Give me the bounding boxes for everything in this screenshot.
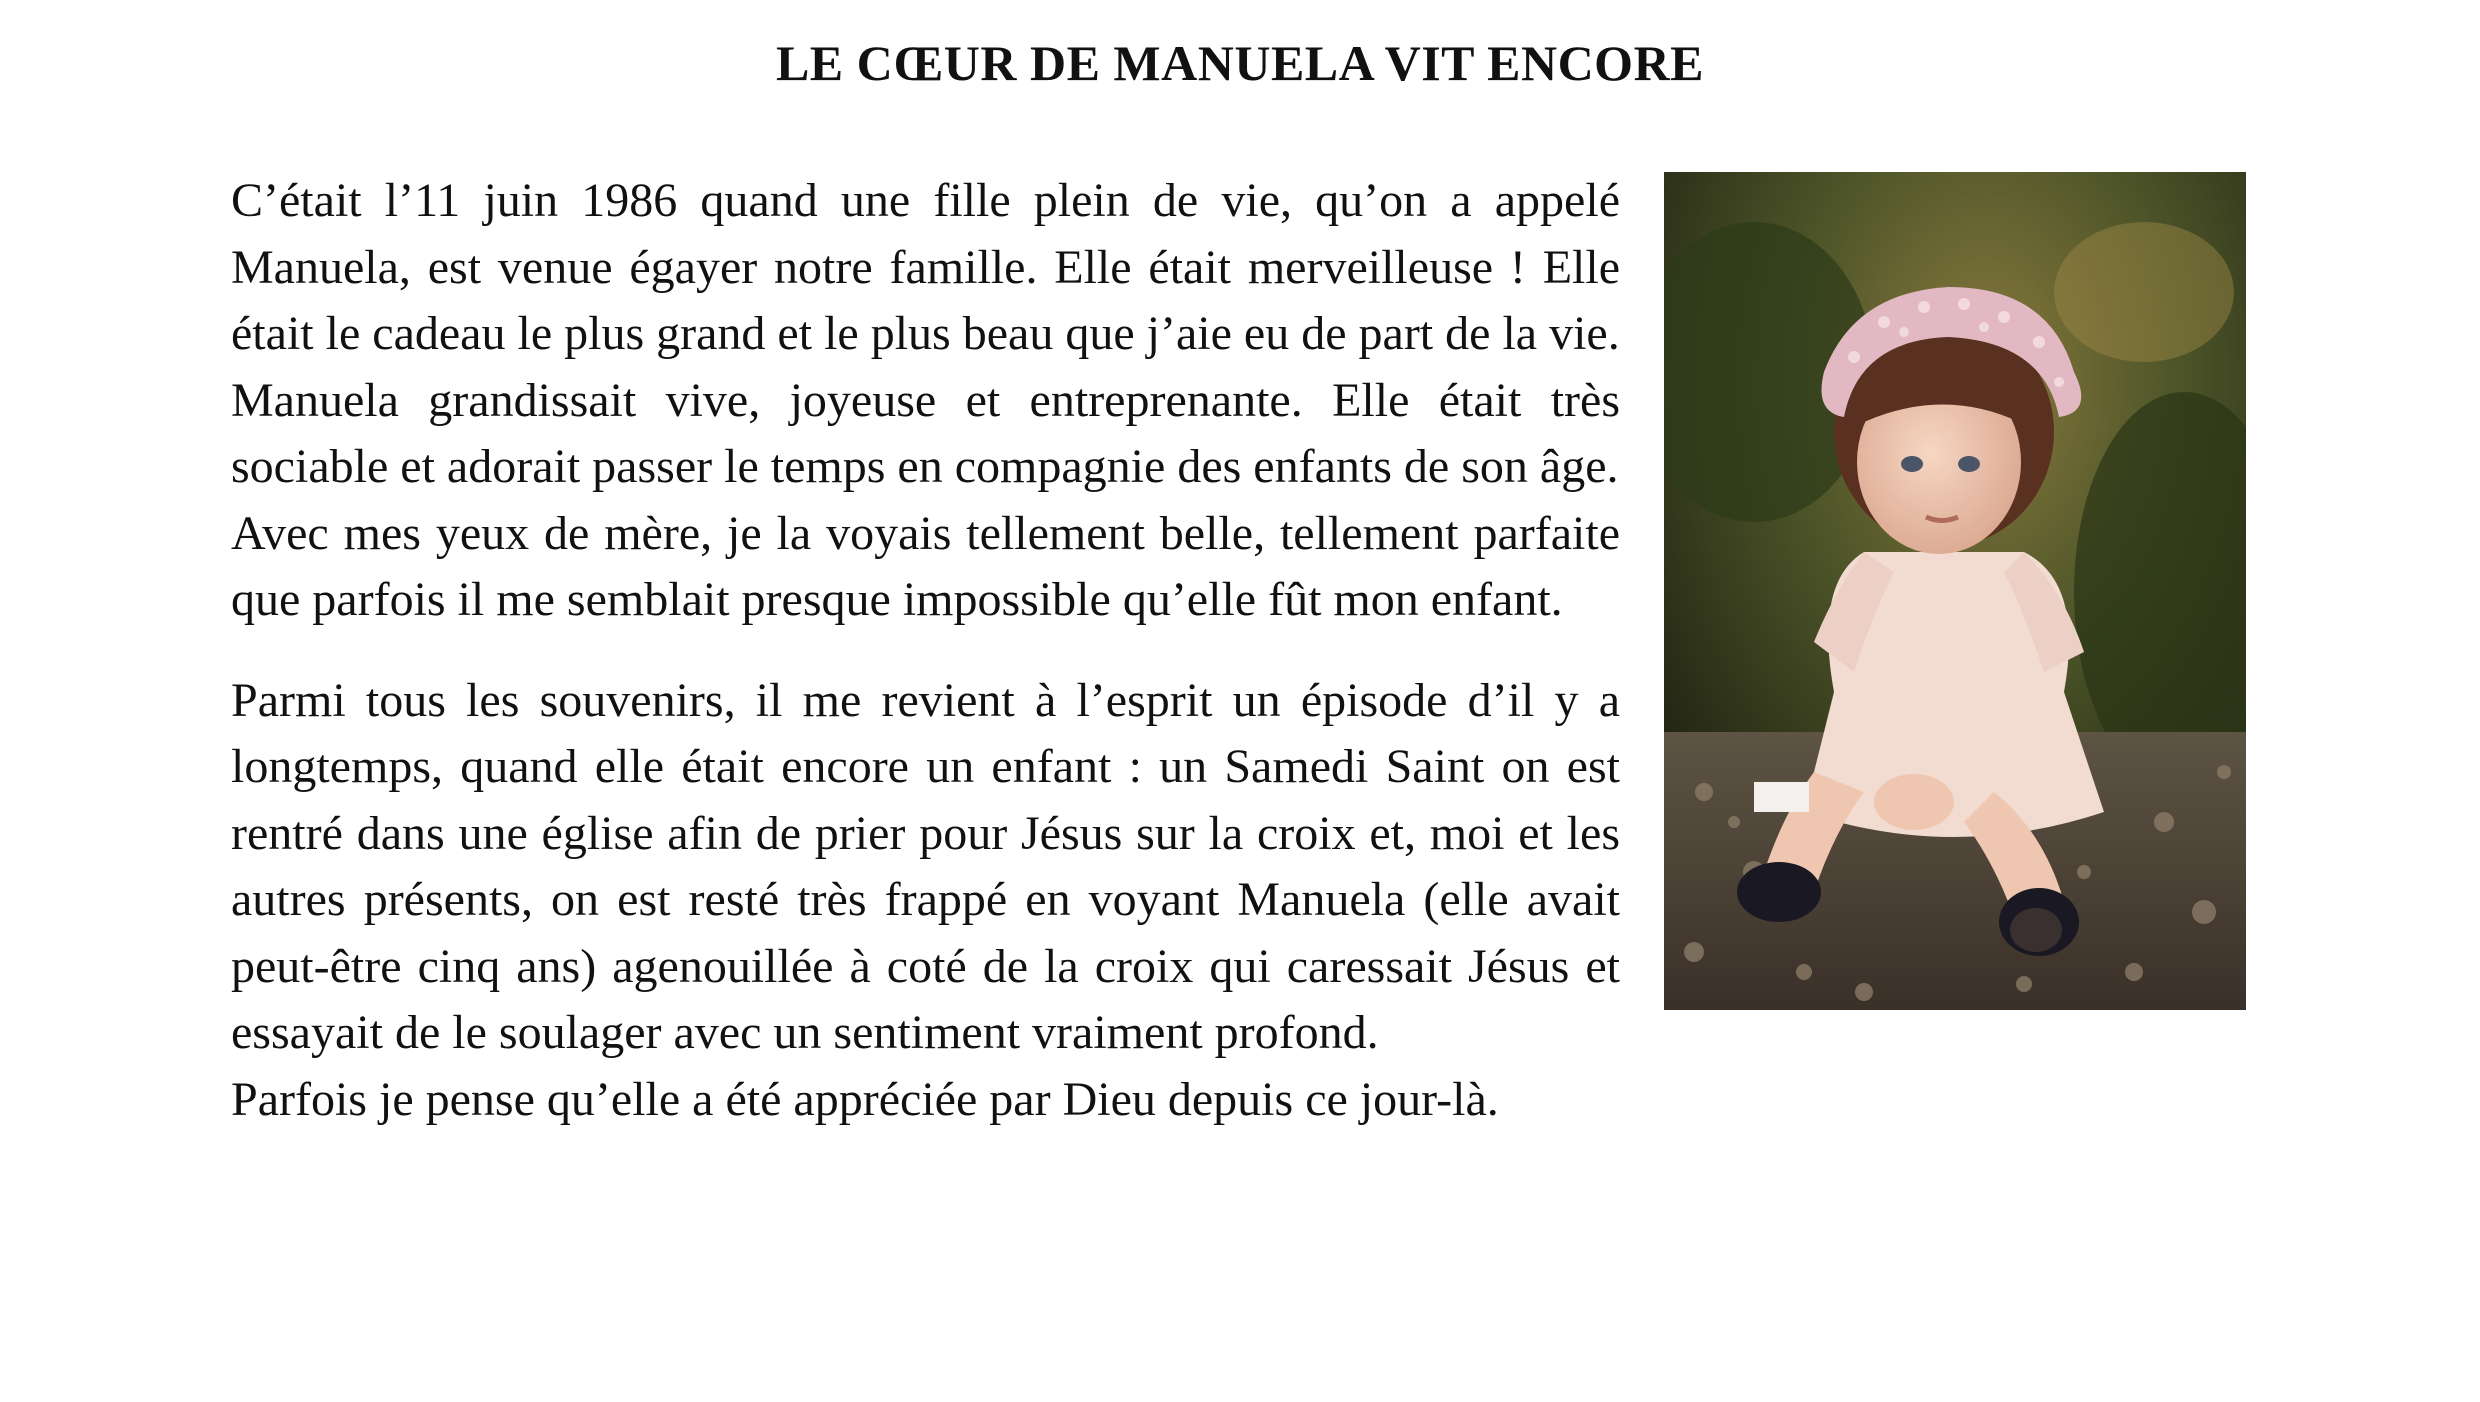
paragraph-1: C’était l’11 juin 1986 quand une fille plein de vie, qu’on a appelé Manuela, est venue égayer notre famille. Elle était merveilleuse ! Elle était le cadeau le plus grand et le plus beau que j’aie eu de part de la vie.: [231, 174, 1620, 360]
article-body: [231, 168, 2246, 1133]
page-title: LE CŒUR DE MANUELA VIT ENCORE: [775, 35, 1705, 91]
paragraph-4: Parmi tous les souvenirs, il me revient à l’esprit un épisode d’il y a longtemps, quand elle était encore un enfant : un Samedi Saint on est rentré dans une église afin de prier pour Jésus sur la croix et, moi et les autres présents, on est resté très frappé en voyant Manuela (elle avait peut-être cinq ans) agenouillée à coté de la croix qui caressait Jésus et essayait de le soulager avec un sentiment vraiment profond.: [231, 673, 1620, 1059]
paragraph-5: Parfois je pense qu’elle a été appréciée par Dieu depuis ce jour-là.: [231, 1072, 1499, 1126]
paragraph-2: Manuela grandissait vive, joyeuse et entreprenante. Elle était très sociable et adorait passer le temps en compagnie des enfants de son âge.: [231, 373, 1620, 493]
child-photo: [1664, 172, 2246, 1010]
paragraph-3: Avec mes yeux de mère, je la voyais tellement belle, tellement parfaite que parfois il me semblait presque impossible qu’elle fût mon enfant.: [231, 506, 1620, 626]
child-photo-icon: [1664, 172, 2246, 1010]
